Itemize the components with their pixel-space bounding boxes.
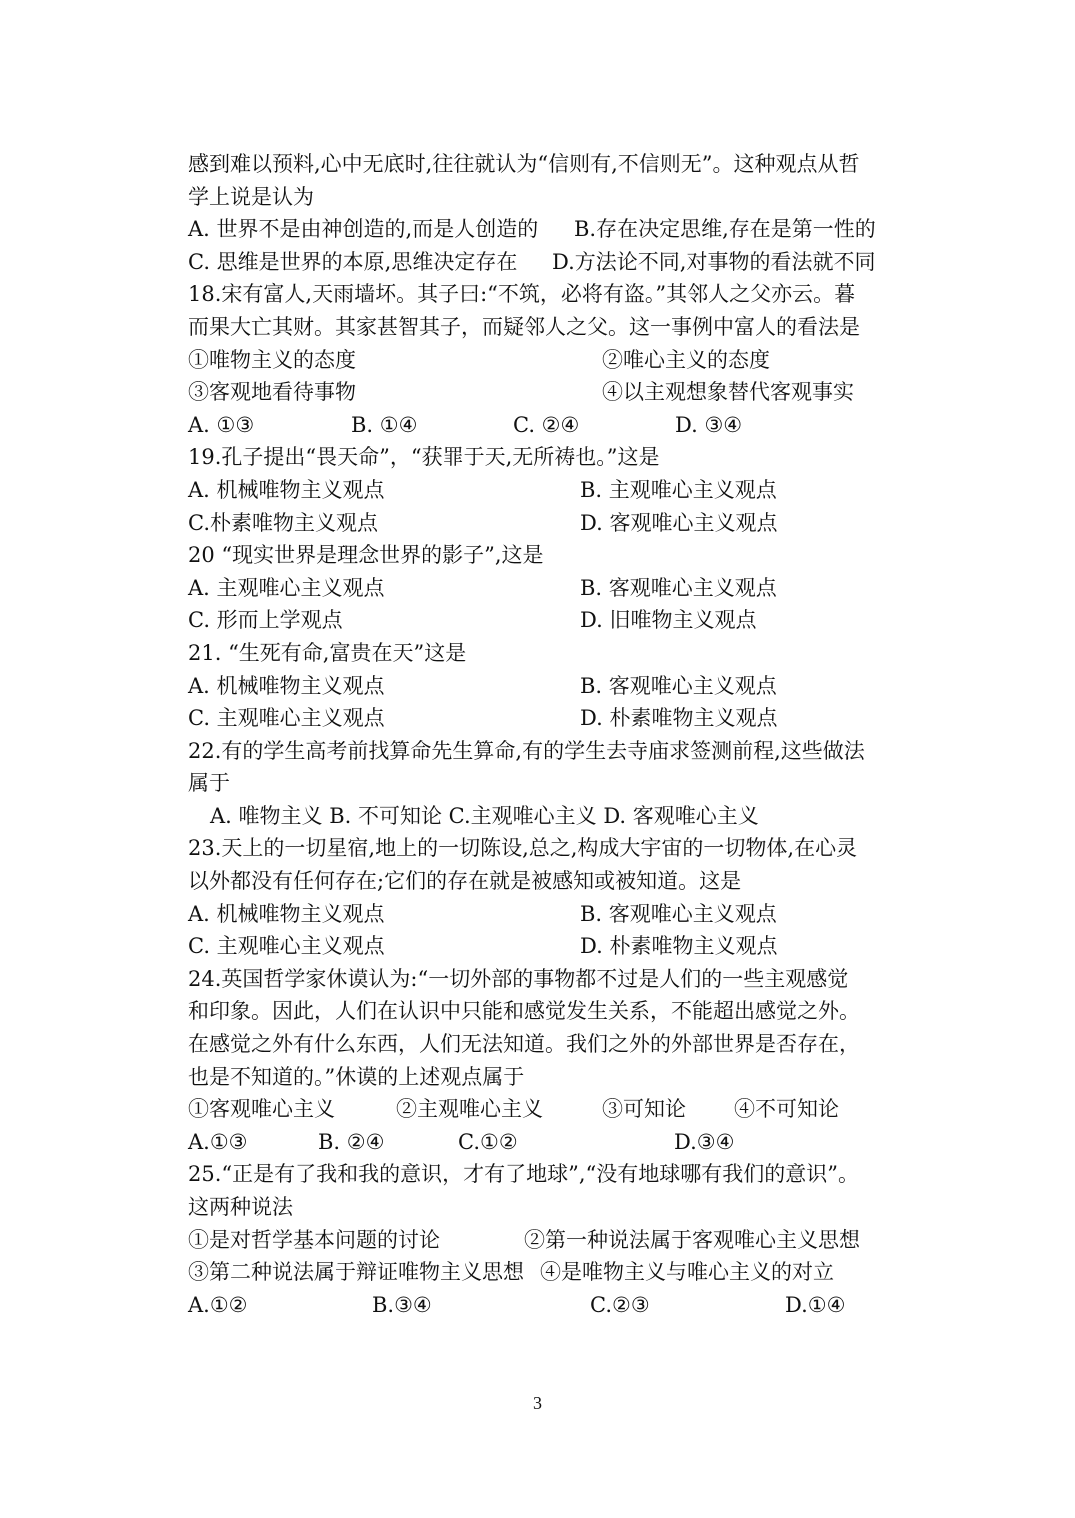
statement-2: ②唯心主义的态度 xyxy=(602,347,770,372)
answer-d: D.③④ xyxy=(674,1129,735,1154)
option-a: A. 主观唯心主义观点 xyxy=(188,575,385,600)
option-row xyxy=(188,376,893,409)
statement-1: ①唯物主义的态度 xyxy=(188,347,356,372)
answer-c: C.①② xyxy=(458,1129,518,1154)
answer-b: B.③④ xyxy=(372,1292,432,1317)
option-row xyxy=(188,930,893,963)
text-line: 和印象。因此，人们在认识中只能和感觉发生关系，不能超出感觉之外。 xyxy=(188,999,860,1024)
option-c: C. 主观唯心主义观点 xyxy=(188,934,385,959)
question-22: 22.有的学生高考前找算命先生算命,有的学生去寺庙求签测前程,这些做法 xyxy=(188,738,865,763)
option-row xyxy=(188,604,893,637)
option-a: A. 世界不是由神创造的,而是人创造的 xyxy=(188,217,539,242)
option-b: B. 客观唯心主义观点 xyxy=(580,575,777,600)
answer-row xyxy=(188,1126,893,1159)
option-row xyxy=(188,702,893,735)
option-row xyxy=(188,572,893,605)
option-row xyxy=(188,507,893,540)
statement-2: ②主观唯心主义 xyxy=(396,1097,543,1122)
option-c: C. 思维是世界的本原,思维决定存在 xyxy=(188,249,518,274)
option-row xyxy=(188,670,893,703)
statement-row xyxy=(188,1224,893,1257)
text-line: 这两种说法 xyxy=(188,1195,293,1219)
option-row xyxy=(188,898,893,931)
option-row xyxy=(188,344,893,377)
statement-1: ①客观唯心主义 xyxy=(188,1097,335,1122)
answer-b: B. ①④ xyxy=(351,412,418,437)
question-24: 24.英国哲学家休谟认为:“一切外部的事物都不过是人们的一些主观感觉 xyxy=(188,966,849,991)
option-c: C.朴素唯物主义观点 xyxy=(188,510,378,535)
option-row xyxy=(188,474,893,507)
question-25: 25.“正是有了我和我的意识，才有了地球”,“没有地球哪有我们的意识”。 xyxy=(188,1162,860,1187)
option-d: D. 客观唯心主义观点 xyxy=(580,510,778,535)
statement-row xyxy=(188,1256,893,1289)
answer-a: A.①② xyxy=(188,1292,248,1317)
options-inline: A. 唯物主义 B. 不可知论 C.主观唯心主义 D. 客观唯心主义 xyxy=(210,803,759,828)
option-b: B. 客观唯心主义观点 xyxy=(580,673,777,698)
option-d: D. 朴素唯物主义观点 xyxy=(580,706,778,731)
option-b: B.存在决定思维,存在是第一性的 xyxy=(574,217,876,242)
statement-row xyxy=(188,1093,893,1126)
answer-b: B. ②④ xyxy=(318,1129,385,1154)
answer-row xyxy=(188,1289,893,1322)
option-b: B. 客观唯心主义观点 xyxy=(580,901,777,926)
option-d: D.方法论不同,对事物的看法就不同 xyxy=(552,249,876,274)
answer-a: A.①③ xyxy=(188,1129,248,1154)
option-b: B. 主观唯心主义观点 xyxy=(580,477,777,502)
option-c: C. 主观唯心主义观点 xyxy=(188,706,385,731)
question-21: 21. “生死有命,富贵在天”这是 xyxy=(188,640,467,665)
statement-3: ③客观地看待事物 xyxy=(188,380,356,405)
answer-a: A. ①③ xyxy=(188,412,255,437)
option-row xyxy=(188,246,893,279)
option-a: A. 机械唯物主义观点 xyxy=(188,477,385,502)
text-line: 学上说是认为 xyxy=(188,184,314,209)
option-d: D. 旧唯物主义观点 xyxy=(580,608,757,633)
answer-c: C.②③ xyxy=(590,1292,650,1317)
answer-d: D. ③④ xyxy=(675,412,743,437)
answer-c: C. ②④ xyxy=(513,412,580,437)
text-line: 以外都没有任何存在;它们的存在就是被感知或被知道。这是 xyxy=(188,869,742,894)
text-line: 在感觉之外有什么东西，人们无法知道。我们之外的外部世界是否存在， xyxy=(188,1032,860,1057)
text-line: 属于 xyxy=(188,771,230,796)
statement-4: ④以主观想象替代客观事实 xyxy=(602,380,854,405)
text-line: 感到难以预料,心中无底时,往往就认为“信则有,不信则无”。这种观点从哲 xyxy=(188,152,860,176)
exam-page xyxy=(188,148,893,1321)
question-23: 23.天上的一切星宿,地上的一切陈设,总之,构成大宇宙的一切物体,在心灵 xyxy=(188,836,858,861)
option-c: C. 形而上学观点 xyxy=(188,608,343,633)
option-d: D. 朴素唯物主义观点 xyxy=(580,934,778,959)
page-number: 3 xyxy=(533,1393,542,1413)
question-19: 19.孔子提出“畏天命”，“获罪于天,无所祷也。”这是 xyxy=(188,445,660,470)
text-line: 而果大亡其财。其家甚智其子，而疑邻人之父。这一事例中富人的看法是 xyxy=(188,314,860,339)
statement-1: ①是对哲学基本问题的讨论 xyxy=(188,1227,440,1252)
answer-d: D.①④ xyxy=(785,1292,846,1317)
statement-4: ④不可知论 xyxy=(734,1097,839,1122)
text-line: 也是不知道的。”休谟的上述观点属于 xyxy=(188,1064,525,1089)
option-a: A. 机械唯物主义观点 xyxy=(188,673,385,698)
question-20: 20 “现实世界是理念世界的影子”,这是 xyxy=(188,543,544,568)
option-a: A. 机械唯物主义观点 xyxy=(188,901,385,926)
statement-3: ③第二种说法属于辩证唯物主义思想 xyxy=(188,1260,524,1285)
statement-3: ③可知论 xyxy=(602,1097,686,1122)
statement-2: ②第一种说法属于客观唯心主义思想 xyxy=(524,1227,860,1252)
option-row xyxy=(188,213,893,246)
statement-4: ④是唯物主义与唯心主义的对立 xyxy=(540,1260,834,1285)
question-18: 18.宋有富人,天雨墙坏。其子曰:“不筑，必将有盗。”其邻人之父亦云。暮 xyxy=(188,282,856,307)
answer-row xyxy=(188,409,893,442)
